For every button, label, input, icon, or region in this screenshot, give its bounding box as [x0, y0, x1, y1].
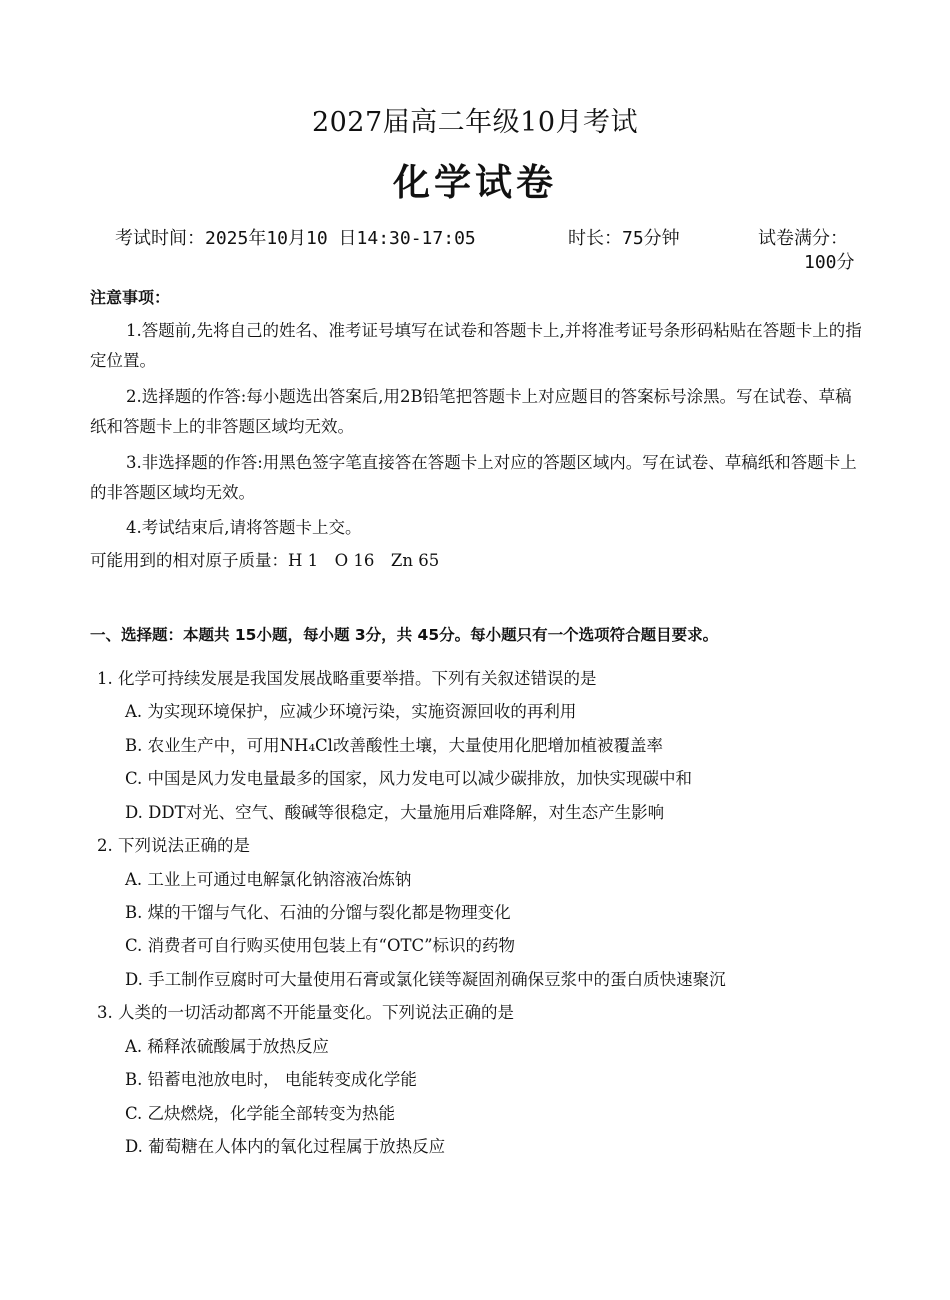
- notice-item: 4.考试结束后,请将答题卡上交。: [126, 518, 362, 537]
- question-option: B. 农业生产中，可用NH₄Cl改善酸性土壤，大量使用化肥增加植被覆盖率: [125, 736, 663, 755]
- exam-duration: 时长：75分钟: [568, 228, 680, 249]
- full-score-value: 100分: [804, 252, 855, 273]
- notice-item: 2.选择题的作答:每小题选出答案后,用2B铅笔把答题卡上对应题目的答案标号涂黑。写在试卷、草稿纸和答题卡上的非答题区域均无效。: [90, 387, 852, 436]
- subject-title: 化学试卷: [393, 161, 557, 204]
- exam-time: 考试时间：2025年10月10 日14:30-17:05: [115, 228, 476, 249]
- question-option: A. 稀释浓硫酸属于放热反应: [125, 1037, 329, 1056]
- notice-item: 3.非选择题的作答:用黑色签字笔直接答在答题卡上对应的答题区域内。写在试卷、草稿纸和答题卡上的非答题区域均无效。: [90, 453, 857, 502]
- section-heading: 一、选择题：本题共 15小题，每小题 3分，共 45分。每小题只有一个选项符合题目要求。: [90, 626, 719, 644]
- question-option: A. 工业上可通过电解氯化钠溶液冶炼钠: [125, 870, 412, 889]
- question-stem: 2. 下列说法正确的是: [97, 836, 250, 855]
- question-option: D. 葡萄糖在人体内的氧化过程属于放热反应: [125, 1137, 446, 1156]
- question-option: C. 乙炔燃烧，化学能全部转变为热能: [125, 1104, 396, 1123]
- question-option: D. 手工制作豆腐时可大量使用石膏或氯化镁等凝固剂确保豆浆中的蛋白质快速聚沉: [125, 970, 726, 989]
- question-option: A. 为实现环境保护，应减少环境污染，实施资源回收的再利用: [125, 702, 577, 721]
- question-option: B. 煤的干馏与气化、石油的分馏与裂化都是物理变化: [125, 903, 511, 922]
- full-score-label: 试卷满分：: [758, 228, 848, 249]
- notice-item: 1.答题前,先将自己的姓名、准考证号填写在试卷和答题卡上,并将准考证号条形码粘贴在答题卡上的指定位置。: [90, 321, 862, 370]
- question-stem: 1. 化学可持续发展是我国发展战略重要举措。下列有关叙述错误的是: [97, 669, 597, 688]
- question-option: D. DDT对光、空气、酸碱等很稳定，大量施用后难降解，对生态产生影响: [125, 803, 665, 822]
- atomic-mass-line: 可能用到的相对原子质量：H 1 O 16 Zn 65: [90, 551, 440, 570]
- question-option: C. 消费者可自行购买使用包装上有“OTC”标识的药物: [125, 936, 516, 955]
- exam-title: 2027届高二年级10月考试: [311, 107, 639, 138]
- question-stem: 3. 人类的一切活动都离不开能量变化。下列说法正确的是: [97, 1003, 514, 1022]
- question-option: C. 中国是风力发电量最多的国家，风力发电可以减少碳排放，加快实现碳中和: [125, 769, 693, 788]
- notice-heading: 注意事项：: [90, 288, 171, 307]
- question-option: B. 铅蓄电池放电时， 电能转变成化学能: [125, 1070, 417, 1089]
